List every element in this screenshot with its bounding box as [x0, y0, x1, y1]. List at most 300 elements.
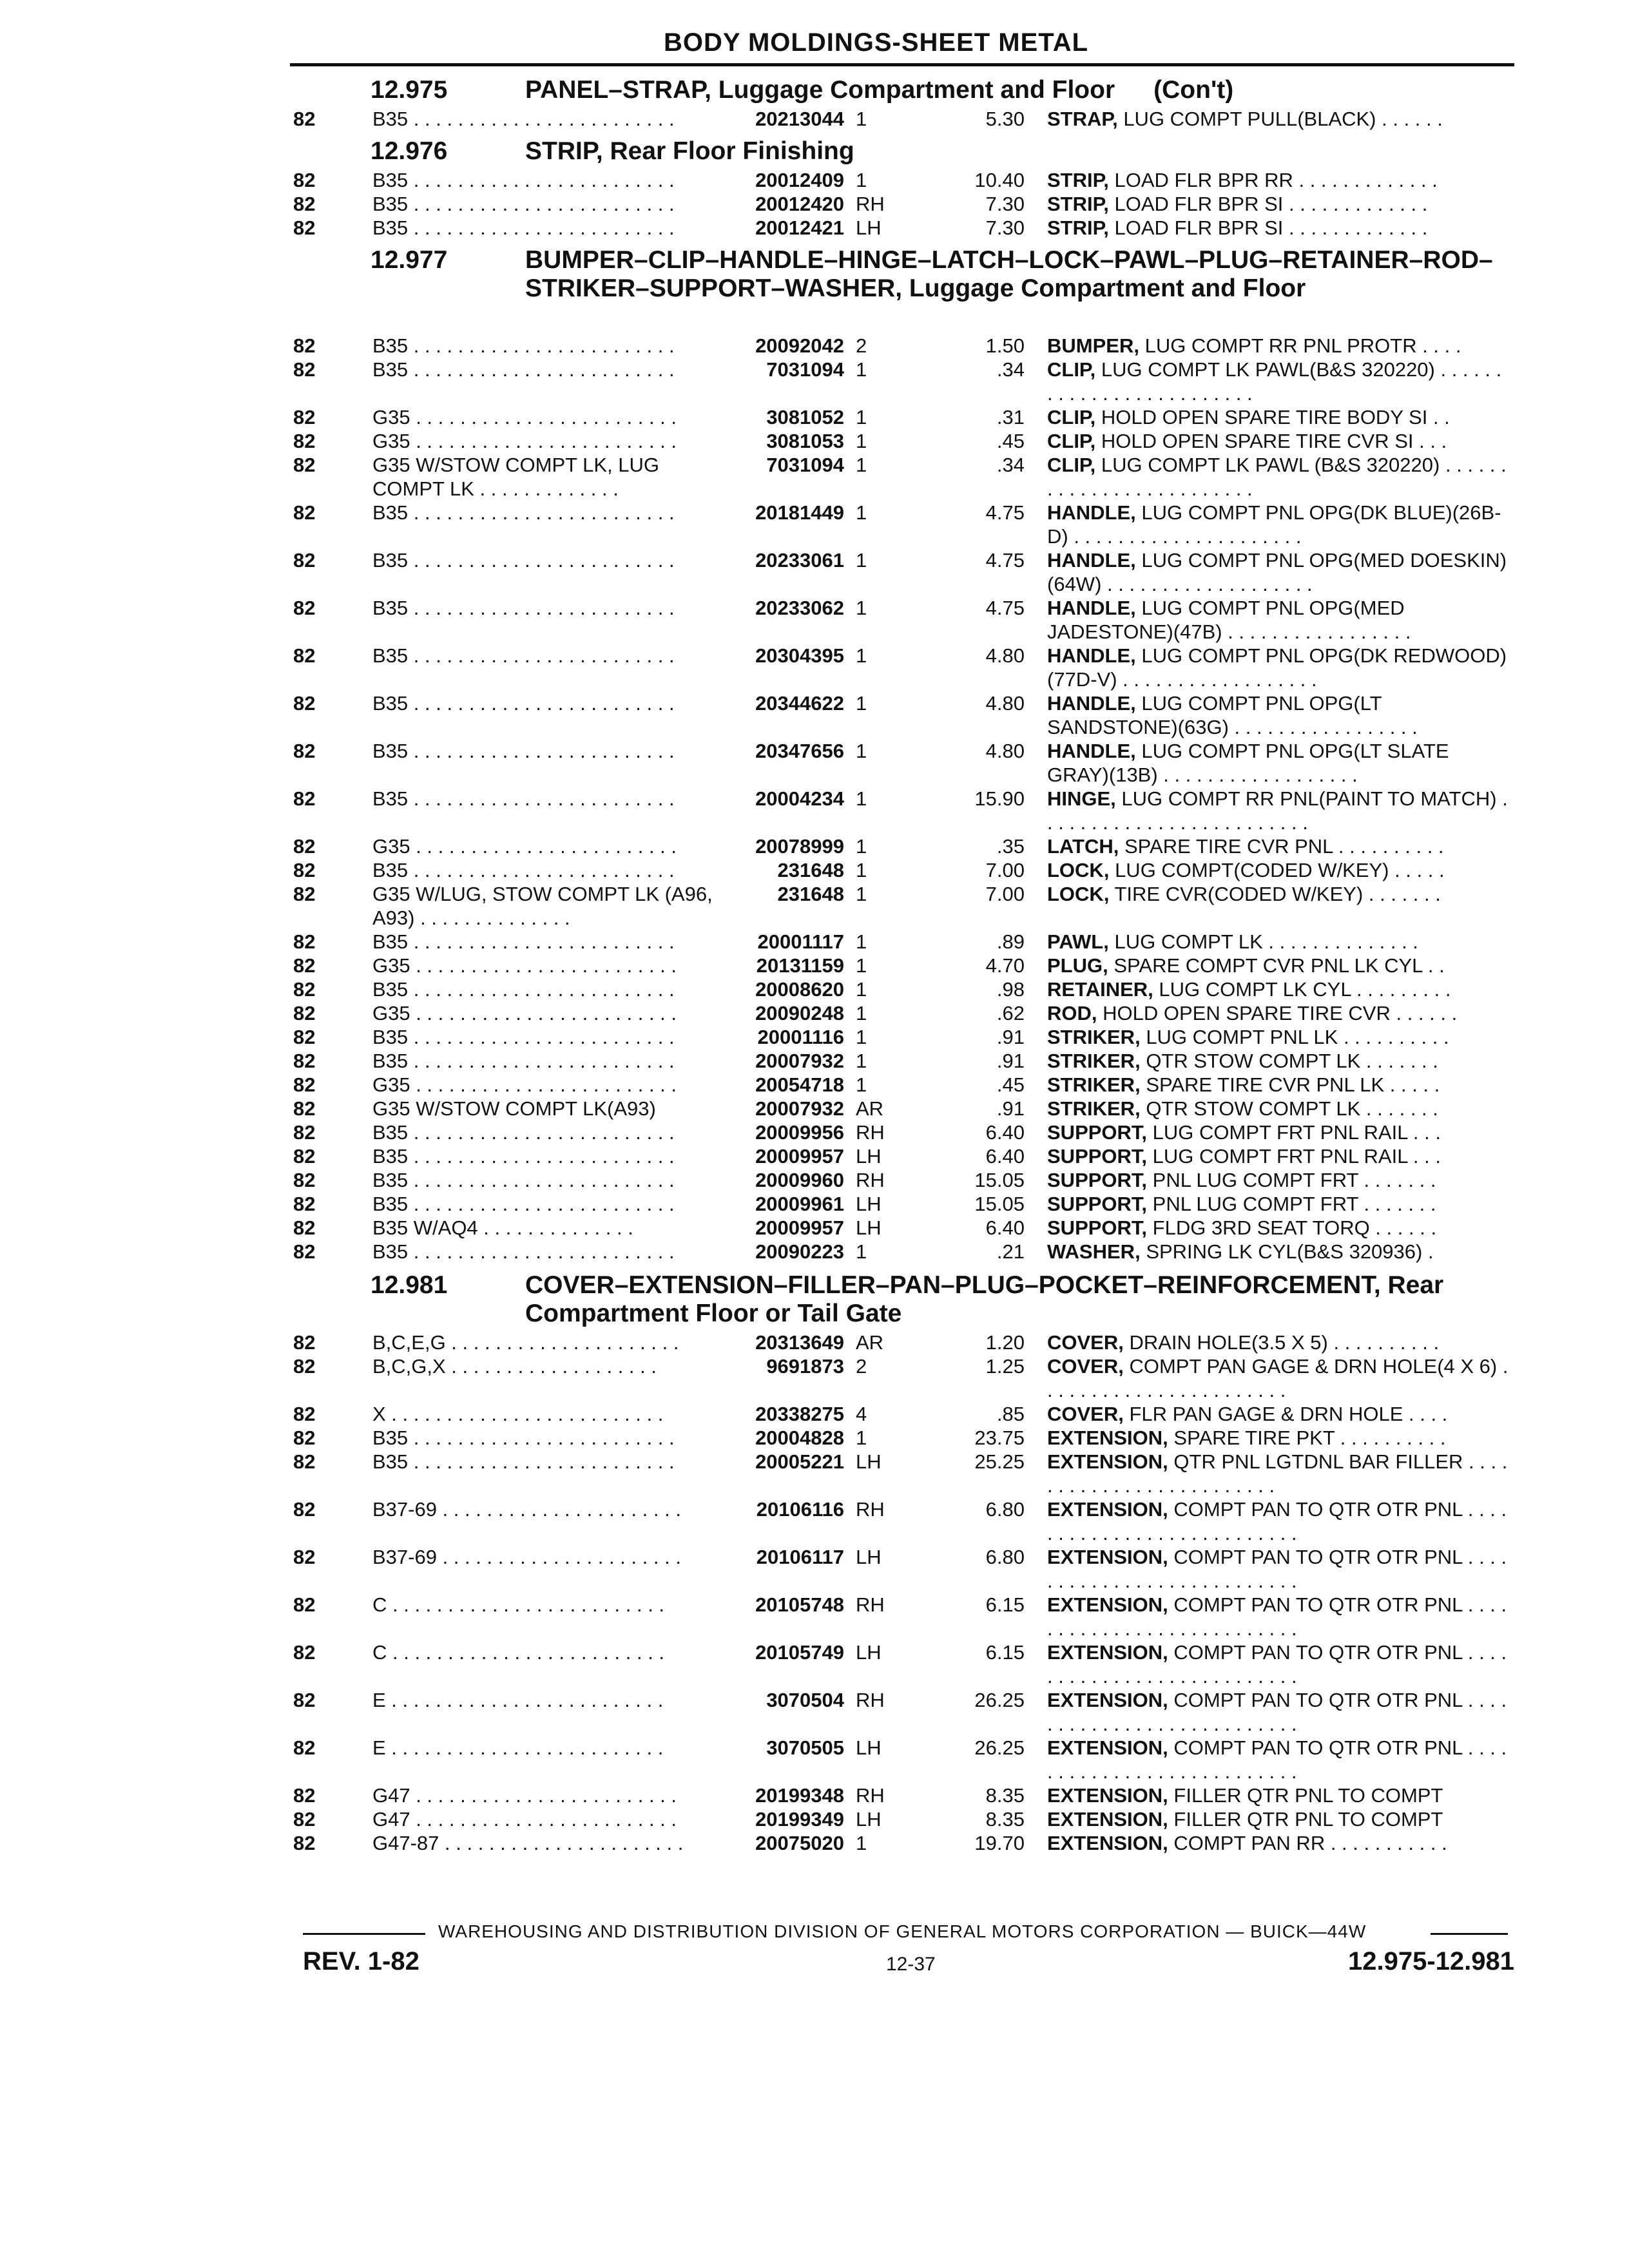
part-number: 231648	[777, 859, 844, 881]
section-heading	[0, 1271, 1629, 1331]
section-title	[525, 137, 1530, 166]
quantity: 1	[856, 454, 867, 476]
price: 6.15	[985, 1641, 1025, 1664]
model-code: G35 . . . . . . . . . . . . . . . . . . . . . . . .	[372, 1073, 677, 1096]
section-title	[525, 1271, 1530, 1328]
model-code: B37-69 . . . . . . . . . . . . . . . . . . . . . .	[372, 1498, 681, 1521]
price: 6.80	[985, 1546, 1025, 1568]
description-text: QTR STOW COMPT LK . . . . . . .	[1146, 1097, 1438, 1120]
model-year: 82	[293, 1498, 316, 1521]
description-keyword: COVER,	[1047, 1331, 1124, 1354]
quantity: RH	[856, 1784, 885, 1807]
quantity: LH	[856, 1736, 882, 1759]
model-code: B35 . . . . . . . . . . . . . . . . . . . . . . . .	[372, 644, 675, 667]
description-keyword: EXTENSION,	[1047, 1546, 1168, 1568]
description-keyword: SUPPORT,	[1047, 1121, 1148, 1144]
description-text: LUG COMPT PNL OPG(MED JADESTONE)(47B) . . . . . . . . . . . . . . . . .	[1047, 597, 1411, 643]
description-keyword: STRIKER,	[1047, 1097, 1141, 1120]
description	[1047, 405, 1511, 429]
parts-row	[0, 882, 1629, 930]
model-code: B35 . . . . . . . . . . . . . . . . . . . . . . . .	[372, 193, 675, 215]
header-divider	[290, 63, 1514, 66]
part-number: 20233062	[755, 597, 844, 619]
quantity: 1	[856, 1427, 867, 1449]
description	[1047, 882, 1511, 906]
model-year: 82	[293, 787, 316, 810]
quantity: LH	[856, 216, 882, 239]
description-keyword: LOCK,	[1047, 859, 1110, 881]
quantity: 1	[856, 1026, 867, 1048]
model-year: 82	[293, 358, 316, 381]
description	[1047, 358, 1511, 405]
section-title	[525, 76, 1530, 104]
parts-row	[0, 1640, 1629, 1688]
parts-row	[0, 1144, 1629, 1168]
description-keyword: STRIP,	[1047, 193, 1109, 215]
model-year: 82	[293, 740, 316, 762]
model-code: B35 . . . . . . . . . . . . . . . . . . . . . . . .	[372, 334, 675, 357]
description-keyword: STRIKER,	[1047, 1050, 1141, 1072]
model-year: 82	[293, 406, 316, 428]
description-keyword: HINGE,	[1047, 787, 1116, 810]
section-number: 12.976	[371, 137, 448, 165]
description-keyword: EXTENSION,	[1047, 1736, 1168, 1759]
part-number: 20233061	[755, 549, 844, 572]
model-year: 82	[293, 1736, 316, 1759]
price: .34	[996, 358, 1025, 381]
part-number: 3070504	[766, 1689, 844, 1711]
price: 7.00	[985, 883, 1025, 905]
description-text: COMPT PAN TO QTR OTR PNL . . . . . . . . . . . . . . . . . . . . . . . . . . .	[1047, 1593, 1507, 1640]
quantity: 1	[856, 930, 867, 953]
quantity: 1	[856, 644, 867, 667]
price: 6.40	[985, 1121, 1025, 1144]
section-range: 12.975-12.981	[1347, 1947, 1514, 1975]
part-number: 20012421	[755, 216, 844, 239]
model-year: 82	[293, 1689, 316, 1711]
description	[1047, 596, 1511, 644]
model-year: 82	[293, 108, 316, 130]
parts-row	[0, 644, 1629, 691]
quantity: 1	[856, 883, 867, 905]
model-code: B35 . . . . . . . . . . . . . . . . . . . . . . . .	[372, 1193, 675, 1215]
price: 6.15	[985, 1593, 1025, 1616]
part-number: 20005221	[755, 1450, 844, 1473]
model-year: 82	[293, 978, 316, 1001]
description-text: COMPT PAN TO QTR OTR PNL . . . . . . . . . . . . . . . . . . . . . . . . . . .	[1047, 1498, 1507, 1544]
description	[1047, 168, 1511, 192]
part-number: 20004234	[755, 787, 844, 810]
model-year: 82	[293, 1784, 316, 1807]
model-year: 82	[293, 1026, 316, 1048]
model-year: 82	[293, 430, 316, 452]
model-code: B35 . . . . . . . . . . . . . . . . . . . . . . . .	[372, 859, 675, 881]
price: .91	[996, 1050, 1025, 1072]
quantity: 2	[856, 1355, 867, 1378]
model-year: 82	[293, 549, 316, 572]
description-keyword: EXTENSION,	[1047, 1784, 1168, 1807]
part-number: 20012409	[755, 169, 844, 191]
parts-row	[0, 192, 1629, 216]
description	[1047, 1216, 1511, 1240]
model-code: G47 . . . . . . . . . . . . . . . . . . . . . . . .	[372, 1808, 677, 1831]
parts-row	[0, 930, 1629, 954]
quantity: 1	[856, 549, 867, 572]
description-keyword: STRAP,	[1047, 108, 1118, 130]
description-text: COMPT PAN TO QTR OTR PNL . . . . . . . . . . . . . . . . . . . . . . . . . . .	[1047, 1689, 1507, 1735]
quantity: LH	[856, 1145, 882, 1168]
quantity: 2	[856, 334, 867, 357]
quantity: 1	[856, 787, 867, 810]
model-code: B35 . . . . . . . . . . . . . . . . . . . . . . . .	[372, 501, 675, 524]
price: 1.25	[985, 1355, 1025, 1378]
parts-row	[0, 1831, 1629, 1855]
price: .35	[996, 835, 1025, 858]
section-title	[525, 246, 1530, 303]
part-number: 20338275	[755, 1403, 844, 1425]
model-year: 82	[293, 1593, 316, 1616]
description	[1047, 1497, 1511, 1545]
section-number: 12.981	[371, 1271, 448, 1299]
model-code: B35 . . . . . . . . . . . . . . . . . . . . . . . .	[372, 1026, 675, 1048]
parts-row	[0, 216, 1629, 240]
description-keyword: EXTENSION,	[1047, 1641, 1168, 1664]
parts-row	[0, 107, 1629, 131]
model-code: B37-69 . . . . . . . . . . . . . . . . . . . . . .	[372, 1546, 681, 1568]
description	[1047, 930, 1511, 954]
description-keyword: RETAINER,	[1047, 978, 1153, 1001]
parts-row	[0, 1240, 1629, 1264]
parts-row	[0, 1097, 1629, 1120]
description-keyword: LATCH,	[1047, 835, 1119, 858]
model-year: 82	[293, 597, 316, 619]
quantity: 1	[856, 978, 867, 1001]
model-code: B35 . . . . . . . . . . . . . . . . . . . . . . . .	[372, 216, 675, 239]
quantity: 1	[856, 1073, 867, 1096]
description-text: SPRING LK CYL(B&S 320936) .	[1146, 1240, 1434, 1263]
description	[1047, 1168, 1511, 1192]
parts-row	[0, 834, 1629, 858]
quantity: 1	[856, 108, 867, 130]
description-text: TIRE CVR(CODED W/KEY) . . . . . . .	[1114, 883, 1441, 905]
model-year: 82	[293, 859, 316, 881]
parts-row	[0, 1168, 1629, 1192]
description-text: LUG COMPT PNL LK . . . . . . . . . .	[1146, 1026, 1449, 1048]
part-number: 20007932	[755, 1050, 844, 1072]
description-text: LUG COMPT LK . . . . . . . . . . . . . .	[1114, 930, 1418, 953]
description-keyword: ROD,	[1047, 1002, 1097, 1024]
model-code: C . . . . . . . . . . . . . . . . . . . . . . . . .	[372, 1593, 665, 1616]
description-text: LUG COMPT RR PNL PROTR . . . .	[1144, 334, 1461, 357]
description-keyword: HANDLE,	[1047, 501, 1136, 524]
page-title: BODY MOLDINGS-SHEET METAL	[664, 28, 1089, 57]
model-code: E . . . . . . . . . . . . . . . . . . . . . . . . .	[372, 1736, 664, 1759]
description-text: QTR STOW COMPT LK . . . . . . .	[1146, 1050, 1438, 1072]
description-keyword: HANDLE,	[1047, 597, 1136, 619]
price: 4.75	[985, 597, 1025, 619]
section-number: 12.977	[371, 246, 448, 274]
model-code: X . . . . . . . . . . . . . . . . . . . . . . . . .	[372, 1403, 664, 1425]
description-keyword: STRIKER,	[1047, 1073, 1141, 1096]
part-number: 7031094	[766, 358, 844, 381]
part-number: 20181449	[755, 501, 844, 524]
model-code: B35 . . . . . . . . . . . . . . . . . . . . . . . .	[372, 597, 675, 619]
model-code: G35 . . . . . . . . . . . . . . . . . . . . . . . .	[372, 406, 677, 428]
part-number: 20199348	[755, 1784, 844, 1807]
footer-publisher: WAREHOUSING AND DISTRIBUTION DIVISION OF GENERAL MOTORS CORPORATION — BUICK—44W	[438, 1921, 1367, 1941]
model-year: 82	[293, 501, 316, 524]
quantity: 1	[856, 954, 867, 977]
model-code: B35 . . . . . . . . . . . . . . . . . . . . . . . .	[372, 1240, 675, 1263]
model-code: B35 . . . . . . . . . . . . . . . . . . . . . . . .	[372, 930, 675, 953]
description	[1047, 1783, 1511, 1807]
revision-label: REV. 1-82	[303, 1947, 419, 1975]
page-number: 12-37	[886, 1954, 936, 1975]
quantity: 1	[856, 1240, 867, 1263]
price: 15.05	[974, 1193, 1025, 1215]
description-keyword: CLIP,	[1047, 358, 1096, 381]
parts-row	[0, 858, 1629, 882]
description	[1047, 1807, 1511, 1831]
model-code: B35 . . . . . . . . . . . . . . . . . . . . . . . .	[372, 169, 675, 191]
model-year: 82	[293, 1427, 316, 1449]
description-text: LUG COMPT PULL(BLACK) . . . . . .	[1123, 108, 1443, 130]
section-number: 12.975	[371, 76, 448, 104]
price: 8.35	[985, 1808, 1025, 1831]
parts-row	[0, 1192, 1629, 1216]
description-keyword: STRIKER,	[1047, 1026, 1141, 1048]
part-number: 20075020	[755, 1832, 844, 1854]
quantity: 1	[856, 1832, 867, 1854]
description-text: COMPT PAN TO QTR OTR PNL . . . . . . . . . . . . . . . . . . . . . . . . . . .	[1047, 1736, 1507, 1783]
quantity: LH	[856, 1641, 882, 1664]
model-year: 82	[293, 1240, 316, 1263]
description	[1047, 429, 1511, 453]
price: .62	[996, 1002, 1025, 1024]
description-text: DRAIN HOLE(3.5 X 5) . . . . . . . . . .	[1129, 1331, 1440, 1354]
parts-row	[0, 977, 1629, 1001]
description	[1047, 1688, 1511, 1736]
description	[1047, 1097, 1511, 1120]
model-code: B35 . . . . . . . . . . . . . . . . . . . . . . . .	[372, 692, 675, 715]
model-code: B35 W/AQ4 . . . . . . . . . . . . . .	[372, 1216, 633, 1239]
description	[1047, 107, 1511, 131]
section-title-text: PANEL–STRAP, Luggage Compartment and Floor	[525, 76, 1115, 104]
price: 8.35	[985, 1784, 1025, 1807]
model-code: B,C,G,X . . . . . . . . . . . . . . . . . . .	[372, 1355, 657, 1378]
quantity: 1	[856, 358, 867, 381]
part-number: 20007932	[755, 1097, 844, 1120]
description	[1047, 548, 1511, 596]
description-keyword: COVER,	[1047, 1403, 1124, 1425]
description	[1047, 192, 1511, 216]
parts-row	[0, 405, 1629, 429]
price: 26.25	[974, 1736, 1025, 1759]
model-code: G35 . . . . . . . . . . . . . . . . . . . . . . . .	[372, 835, 677, 858]
price: 19.70	[974, 1832, 1025, 1854]
parts-row	[0, 691, 1629, 739]
part-number: 20347656	[755, 740, 844, 762]
section-heading	[0, 76, 1629, 107]
description	[1047, 1640, 1511, 1688]
parts-row	[0, 1073, 1629, 1097]
description-text: FLDG 3RD SEAT TORQ . . . . . .	[1152, 1216, 1437, 1239]
price: 7.30	[985, 216, 1025, 239]
model-code: G47 . . . . . . . . . . . . . . . . . . . . . . . .	[372, 1784, 677, 1807]
price: 1.50	[985, 334, 1025, 357]
price: 6.40	[985, 1145, 1025, 1168]
part-number: 20105748	[755, 1593, 844, 1616]
model-code: B35 . . . . . . . . . . . . . . . . . . . . . . . .	[372, 108, 675, 130]
description	[1047, 1450, 1511, 1497]
model-year: 82	[293, 954, 316, 977]
description-text: SPARE TIRE PKT . . . . . . . . . .	[1173, 1427, 1446, 1449]
part-number: 20054718	[755, 1073, 844, 1096]
parts-row	[0, 1354, 1629, 1402]
price: 4.75	[985, 501, 1025, 524]
quantity: AR	[856, 1097, 884, 1120]
part-number: 20004828	[755, 1427, 844, 1449]
parts-row	[0, 739, 1629, 787]
parts-row	[0, 1402, 1629, 1426]
model-year: 82	[293, 1641, 316, 1664]
description-keyword: EXTENSION,	[1047, 1450, 1168, 1473]
description	[1047, 1831, 1511, 1855]
price: 15.05	[974, 1169, 1025, 1191]
quantity: LH	[856, 1546, 882, 1568]
model-code: G47-87 . . . . . . . . . . . . . . . . . . . . . .	[372, 1832, 684, 1854]
section-title-text: STRIP, Rear Floor Finishing	[525, 137, 854, 165]
parts-row	[0, 1593, 1629, 1640]
parts-row	[0, 1025, 1629, 1049]
parts-row	[0, 1497, 1629, 1545]
parts-row	[0, 596, 1629, 644]
price: 15.90	[974, 787, 1025, 810]
description-text: LOAD FLR BPR RR . . . . . . . . . . . . .	[1114, 169, 1438, 191]
description-keyword: EXTENSION,	[1047, 1498, 1168, 1521]
part-number: 20092042	[755, 334, 844, 357]
model-code: B35 . . . . . . . . . . . . . . . . . . . . . . . .	[372, 978, 675, 1001]
model-year: 82	[293, 1193, 316, 1215]
model-code: G35 . . . . . . . . . . . . . . . . . . . . . . . .	[372, 954, 677, 977]
description-text: LUG COMPT LK CYL . . . . . . . . .	[1159, 978, 1451, 1001]
description-keyword: SUPPORT,	[1047, 1145, 1148, 1168]
quantity: 1	[856, 1002, 867, 1024]
price: .21	[996, 1240, 1025, 1263]
model-year: 82	[293, 1050, 316, 1072]
part-number: 20001117	[757, 930, 844, 953]
description	[1047, 1192, 1511, 1216]
part-number: 20213044	[755, 108, 844, 130]
parts-row	[0, 787, 1629, 834]
section-title-text: COVER–EXTENSION–FILLER–PAN–PLUG–POCKET–REINFORCEMENT, Rear Compartment Floor or Tail Gate	[525, 1271, 1444, 1327]
description	[1047, 1354, 1511, 1402]
price: .89	[996, 930, 1025, 953]
description-text: FILLER QTR PNL TO COMPT	[1173, 1808, 1443, 1831]
part-number: 20009957	[755, 1145, 844, 1168]
description-keyword: PLUG,	[1047, 954, 1108, 977]
price: 6.80	[985, 1498, 1025, 1521]
model-year: 82	[293, 1121, 316, 1144]
parts-row	[0, 429, 1629, 453]
description-text: LUG COMPT RR PNL(PAINT TO MATCH) . . . . . . . . . . . . . . . . . . . . . . . . .	[1047, 787, 1508, 834]
description-keyword: CLIP,	[1047, 430, 1096, 452]
parts-row	[0, 1120, 1629, 1144]
description	[1047, 787, 1511, 834]
description	[1047, 1331, 1511, 1354]
model-code: G35 W/STOW COMPT LK, LUG COMPT LK . . . . . . . . . . . . .	[372, 454, 659, 500]
parts-row	[0, 1688, 1629, 1736]
description-keyword: SUPPORT,	[1047, 1169, 1148, 1191]
part-number: 3081052	[766, 406, 844, 428]
model-code: B35 . . . . . . . . . . . . . . . . . . . . . . . .	[372, 787, 675, 810]
part-number: 20009957	[755, 1216, 844, 1239]
model-year: 82	[293, 1808, 316, 1831]
description	[1047, 1073, 1511, 1097]
part-number: 20090223	[755, 1240, 844, 1263]
parts-listing	[0, 76, 1629, 1855]
parts-row	[0, 1783, 1629, 1807]
description-text: HOLD OPEN SPARE TIRE CVR . . . . . .	[1103, 1002, 1458, 1024]
description-text: FILLER QTR PNL TO COMPT	[1173, 1784, 1443, 1807]
description	[1047, 1001, 1511, 1025]
price: 5.30	[985, 108, 1025, 130]
description-keyword: WASHER,	[1047, 1240, 1141, 1263]
price: .45	[996, 430, 1025, 452]
parts-row	[0, 548, 1629, 596]
price: 1.20	[985, 1331, 1025, 1354]
description	[1047, 858, 1511, 882]
price: .98	[996, 978, 1025, 1001]
description	[1047, 1426, 1511, 1450]
quantity: 1	[856, 740, 867, 762]
price: 25.25	[974, 1450, 1025, 1473]
model-year: 82	[293, 1403, 316, 1425]
model-code: B35 . . . . . . . . . . . . . . . . . . . . . . . .	[372, 1145, 675, 1168]
description-text: HOLD OPEN SPARE TIRE BODY SI . .	[1101, 406, 1450, 428]
model-code: B35 . . . . . . . . . . . . . . . . . . . . . . . .	[372, 1121, 675, 1144]
model-code: G35 . . . . . . . . . . . . . . . . . . . . . . . .	[372, 1002, 677, 1024]
model-code: B35 . . . . . . . . . . . . . . . . . . . . . . . .	[372, 1450, 675, 1473]
description	[1047, 1593, 1511, 1640]
model-year: 82	[293, 193, 316, 215]
description-text: SPARE COMPT CVR PNL LK CYL . .	[1113, 954, 1445, 977]
part-number: 20313649	[755, 1331, 844, 1354]
model-year: 82	[293, 1145, 316, 1168]
parts-row	[0, 1001, 1629, 1025]
description-keyword: CLIP,	[1047, 454, 1096, 476]
parts-row	[0, 1807, 1629, 1831]
model-year: 82	[293, 1546, 316, 1568]
description	[1047, 1240, 1511, 1264]
model-year: 82	[293, 1097, 316, 1120]
description-keyword: STRIP,	[1047, 169, 1109, 191]
description	[1047, 739, 1511, 787]
part-number: 20009956	[755, 1121, 844, 1144]
quantity: 1	[856, 692, 867, 715]
part-number: 20009960	[755, 1169, 844, 1191]
price: 10.40	[974, 169, 1025, 191]
description-text: COMPT PAN RR . . . . . . . . . . .	[1173, 1832, 1447, 1854]
model-year: 82	[293, 1355, 316, 1378]
part-number: 20131159	[756, 954, 844, 977]
description-text: LUG COMPT FRT PNL RAIL . . .	[1152, 1145, 1441, 1168]
quantity: 1	[856, 835, 867, 858]
quantity: LH	[856, 1450, 882, 1473]
parts-row	[0, 358, 1629, 405]
section-heading	[0, 246, 1629, 334]
part-number: 20090248	[755, 1002, 844, 1024]
